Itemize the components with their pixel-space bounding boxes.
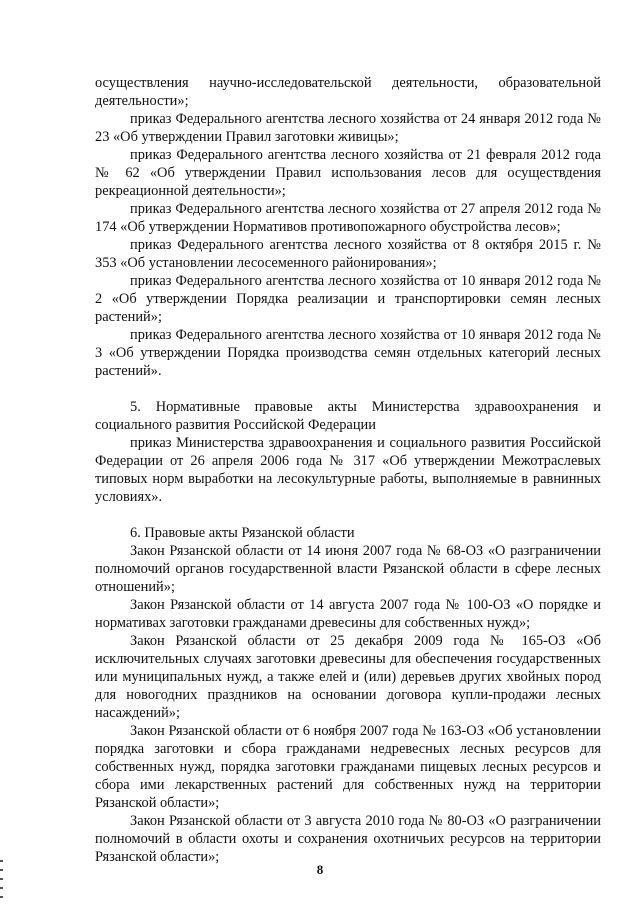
paragraph-order-2: приказ Федерального агентства лесного хозяйства от 10 января 2012 года № 2 «Об утверждении Порядка реализации и транспортировки семян лесных растений»;	[95, 273, 601, 325]
paragraph-law-80: Закон Рязанской области от 3 августа 2010 года № 80-ОЗ «О разграничении полномочий в области охоты и сохранения охотничьих ресурсов на территории Рязанской области»;	[95, 813, 601, 865]
paragraph-order-353: приказ Федерального агентства лесного хозяйства от 8 октября 2015 г. № 353 «Об установлении лесосеменного районирования»;	[95, 237, 601, 271]
paragraph-gap	[95, 380, 601, 398]
paragraph-order-62: приказ Федерального агентства лесного хозяйства от 21 февраля 2012 года № 62 «Об утверждении Правил использования лесов для осуществдения рекреационной деятельности»;	[95, 147, 601, 199]
section-heading-5: 5. Нормативные правовые акты Министерства здравоохранения и социального развития Российской Федерации	[95, 399, 601, 433]
document-page	[95, 74, 601, 866]
paragraph-order-174: приказ Федерального агентства лесного хозяйства от 27 апреля 2012 года № 174 «Об утверждении Нормативов противопожарного обустройства лесов»;	[95, 201, 601, 235]
section-heading-6: 6. Правовые акты Рязанской области	[130, 525, 355, 541]
paragraph-continuation: осуществления научно-исследовательской деятельности, образовательной деятельности»;	[95, 75, 601, 109]
paragraph-gap	[95, 506, 601, 524]
scan-edge-marks	[0, 860, 4, 900]
page-number: 8	[316, 862, 324, 877]
paragraph-order-23: приказ Федерального агентства лесного хозяйства от 24 января 2012 года № 23 «Об утверждении Правил заготовки живицы»;	[95, 111, 601, 145]
paragraph-order-3: приказ Федерального агентства лесного хозяйства от 10 января 2012 года № 3 «Об утверждении Порядка производства семян отдельных категорий лесных растений».	[95, 327, 601, 379]
paragraph-order-317: приказ Министерства здравоохранения и социального развития Российской Федерации от 26 апреля 2006 года № 317 «Об утверждении Межотраслевых типовых норм выработки на лесокультурные работы, выполняемые в равнинных условиях».	[95, 435, 601, 505]
paragraph-law-68: Закон Рязанской области от 14 июня 2007 года № 68-ОЗ «О разграничении полномочий органов государственной власти Рязанской области в сфере лесных отношений»;	[95, 543, 601, 595]
paragraph-law-100: Закон Рязанской области от 14 августа 2007 года № 100-ОЗ «О порядке и нормативах заготовки гражданами древесины для собственных нужд»;	[95, 597, 601, 631]
paragraph-law-165: Закон Рязанской области от 25 декабря 2009 года № 165-ОЗ «Об исключительных случаях заготовки древесины для обеспечения государственных или муниципальных нужд, а также елей и (или) деревьев других хвойных пород для новогодних праздников на основании договора купли-продажи лесных насаждений»;	[95, 633, 601, 721]
paragraph-law-163: Закон Рязанской области от 6 ноября 2007 года № 163-ОЗ «Об установлении порядка заготовки и сбора гражданами недревесных лесных ресурсов для собственных нужд, порядка заготовки гражданами пищевых лесных ресурсов и сбора ими лекарственных растений для собственных нужд на территории Рязанской области»;	[95, 723, 601, 811]
